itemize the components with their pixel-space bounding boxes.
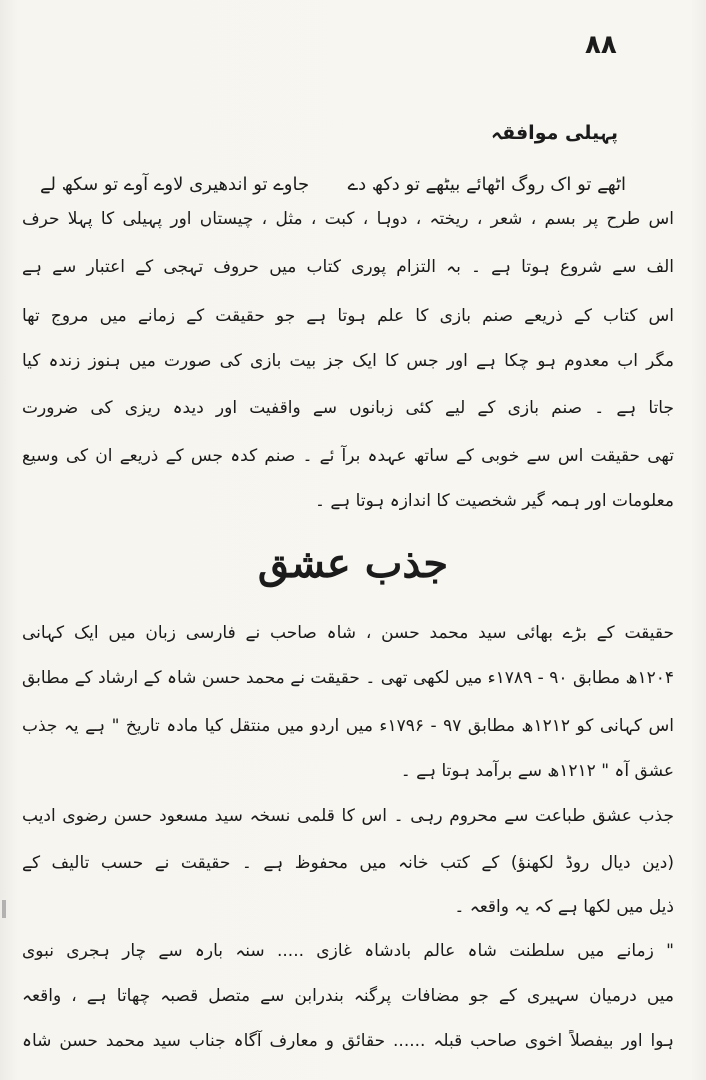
paragraph-line: ذیل میں لکھا ہے کہ یہ واقعہ ۔	[454, 897, 674, 917]
quote-line: " زمانے میں سلطنت شاہ عالم بادشاہ غازی ..... سنہ بارہ سے چار ہجری نبوی	[22, 941, 674, 961]
verse-first-hemistich: اٹھے تو اک روگ اٹھائے بیٹھے تو دکھ دے	[347, 174, 626, 195]
paragraph-line: عشق آہ " ۱۲۱۲ھ سے برآمد ہوتا ہے ۔	[400, 761, 674, 781]
paragraph-line: الف سے شروع ہوتا ہے ۔ بہ التزام پوری کتاب میں حروف تہجی کے اعتبار سے ہے	[22, 257, 674, 277]
paragraph-line: تھی حقیقت اس سے خوبی کے ساتھ عہدہ برآ ئے ۔ صنم کدہ جس کے ذریعے ان کی وسیع	[22, 446, 674, 466]
paragraph-line: ۱۲۰۴ھ مطابق ۹۰ - ۱۷۸۹ء میں لکھی تھی ۔ حقیقت نے محمد حسن شاہ کے ارشاد کے مطابق	[22, 668, 674, 688]
section-title: جذب عشق	[257, 540, 449, 587]
paragraph-line: (دین دیال روڈ لکھنؤ) کے کتب خانہ میں محفوظ ہے ۔ حقیقت نے حسب تالیف کے	[22, 853, 674, 873]
paragraph-line: معلومات اور ہمہ گیر شخصیت کا اندازہ ہوتا ہے ۔	[314, 491, 674, 511]
paragraph-line: اس کتاب کے ذریعے صنم بازی کا علم ہوتا ہے جو حقیقت کے زمانے میں مروج تھا	[22, 306, 674, 326]
quote-line: ہوا اور بیفصلاً اخوی صاحب قبلہ ...... حقائق و معارف آگاہ جناب سید محمد حسن شاہ	[22, 1031, 674, 1051]
margin-mark	[2, 900, 6, 918]
paragraph-line: جذب عشق طباعت سے محروم رہی ۔ اس کا قلمی نسخہ سید مسعود حسن رضوی ادیب	[22, 806, 674, 826]
verse-couplet	[40, 174, 626, 200]
sub-heading: پہیلی موافقہ	[490, 122, 618, 144]
verse-second-hemistich: جاوے تو اندھیری لاوے آوے تو سکھ لے	[40, 174, 310, 195]
page-number: ۸۸	[585, 30, 617, 60]
quote-line: میں درمیان سہیری کے جو مضافات پرگنہ بندرابن سے متصل قصبہ چھاتا ہے ، واقعہ	[22, 986, 674, 1006]
paragraph-line: حقیقت کے بڑے بھائی سید محمد حسن ، شاہ صاحب نے فارسی زبان میں ایک کہانی	[22, 623, 674, 643]
paragraph-line: مگر اب معدوم ہو چکا ہے اور جس کا ایک جز بیت بازی کی صورت میں ہنوز زندہ کیا	[22, 351, 674, 371]
paragraph-line: اس کہانی کو ۱۲۱۲ھ مطابق ۹۷ - ۱۷۹۶ء میں اردو میں منتقل کیا مادہ تاریخ " ہے یہ جذب	[22, 716, 674, 736]
paragraph-line: جاتا ہے ۔ صنم بازی کے لیے کئی زبانوں سے واقفیت اور دیدہ ریزی کی ضرورت	[22, 398, 674, 418]
paragraph-line: اس طرح پر بسم ، شعر ، ریختہ ، دوہا ، کبت ، مثل ، چیستاں اور پہیلی کا پہلا حرف	[22, 209, 674, 229]
